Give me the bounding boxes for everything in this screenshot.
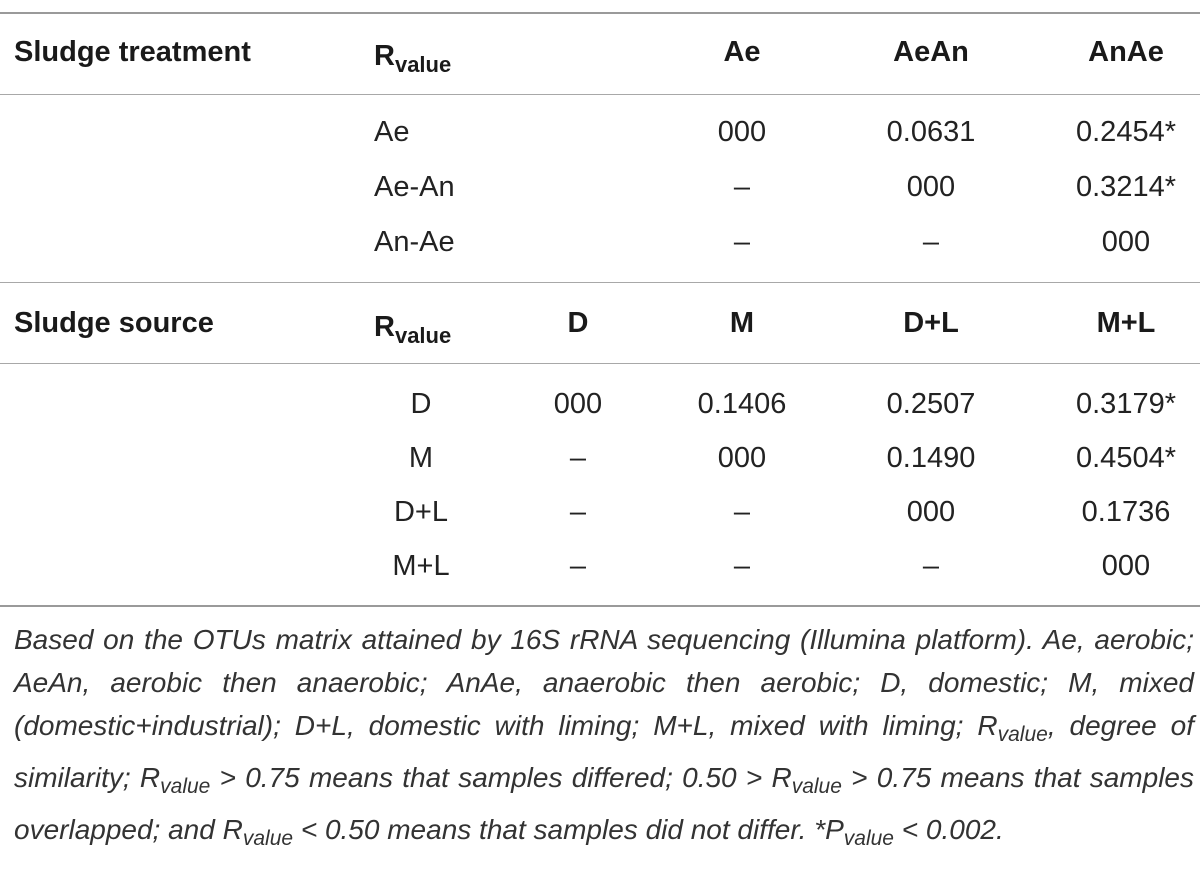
row-label: An-Ae xyxy=(374,226,455,258)
col-header-d-plus-l: D+L xyxy=(903,307,959,339)
col-header-ae: Ae xyxy=(723,36,761,68)
table-cell: 0.2507 xyxy=(886,388,976,420)
row-label: M+L xyxy=(392,550,450,582)
row-label: M xyxy=(408,442,434,474)
table-cell: 000 xyxy=(1101,550,1151,582)
treatment-header-rule xyxy=(0,94,1200,95)
table-cell: 000 xyxy=(553,388,603,420)
treatment-section-title: Sludge treatment xyxy=(14,36,251,68)
table-cell: 0.2454* xyxy=(1076,116,1176,148)
table-cell: 0.1736 xyxy=(1081,496,1171,528)
col-header-m: M xyxy=(729,307,755,339)
source-header-rule xyxy=(0,363,1200,364)
source-rvalue-header: $R_{value}$ xyxy=(374,311,452,348)
table-cell: 000 xyxy=(906,171,956,203)
row-label: D+L xyxy=(393,496,449,528)
table-cell: – xyxy=(569,496,587,528)
table-footnote: Based on the OTUs matrix attained by 16S rRNA sequencing (Illumina platform). Ae, aerobic; AeAn, aerobic then anaerobic; AnAe, anaerobic then aerobic; D, domestic; M, mixed (domestic+industrial); D+L, domestic with liming; M+L, mixed with liming; $R_{value}$, degree of similarity; $R_{value} > 0.75$ means that samples differed; $0.50 > R_{value} > 0.75$ means that samples overlapped; and $R_{value} < 0.50$ means that samples did not differ. $*P_{value} < 0.002$. xyxy=(14,624,1194,850)
row-label: D xyxy=(410,388,432,420)
table-cell: 000 xyxy=(1101,226,1151,258)
col-header-d: D xyxy=(567,307,589,339)
table-cell: – xyxy=(733,171,751,203)
table-cell: 000 xyxy=(717,116,767,148)
table-cell: – xyxy=(569,442,587,474)
source-section-title: Sludge source xyxy=(14,307,214,339)
col-header-m-plus-l: M+L xyxy=(1096,307,1156,339)
section-divider-rule xyxy=(0,282,1200,283)
row-label: Ae-An xyxy=(374,171,455,203)
table-cell: – xyxy=(922,550,940,582)
treatment-rvalue-header: $R_{value}$ xyxy=(374,40,452,77)
table-cell: 0.1490 xyxy=(886,442,976,474)
col-header-aean: AeAn xyxy=(893,36,969,68)
table-cell: 0.0631 xyxy=(886,116,976,148)
table-cell: – xyxy=(733,226,751,258)
table-cell: 0.3179* xyxy=(1076,388,1176,420)
row-label: Ae xyxy=(374,116,410,148)
table-cell: 000 xyxy=(906,496,956,528)
table-cell: – xyxy=(733,550,751,582)
table-cell: – xyxy=(922,226,940,258)
table-cell: 0.4504* xyxy=(1076,442,1176,474)
table-cell: – xyxy=(733,496,751,528)
table-cell: 000 xyxy=(717,442,767,474)
table-bottom-rule xyxy=(0,605,1200,607)
table-cell: 0.3214* xyxy=(1076,171,1176,203)
table-cell: 0.1406 xyxy=(697,388,787,420)
table-cell: – xyxy=(569,550,587,582)
table-top-rule xyxy=(0,12,1200,14)
col-header-anae: AnAe xyxy=(1088,36,1164,68)
